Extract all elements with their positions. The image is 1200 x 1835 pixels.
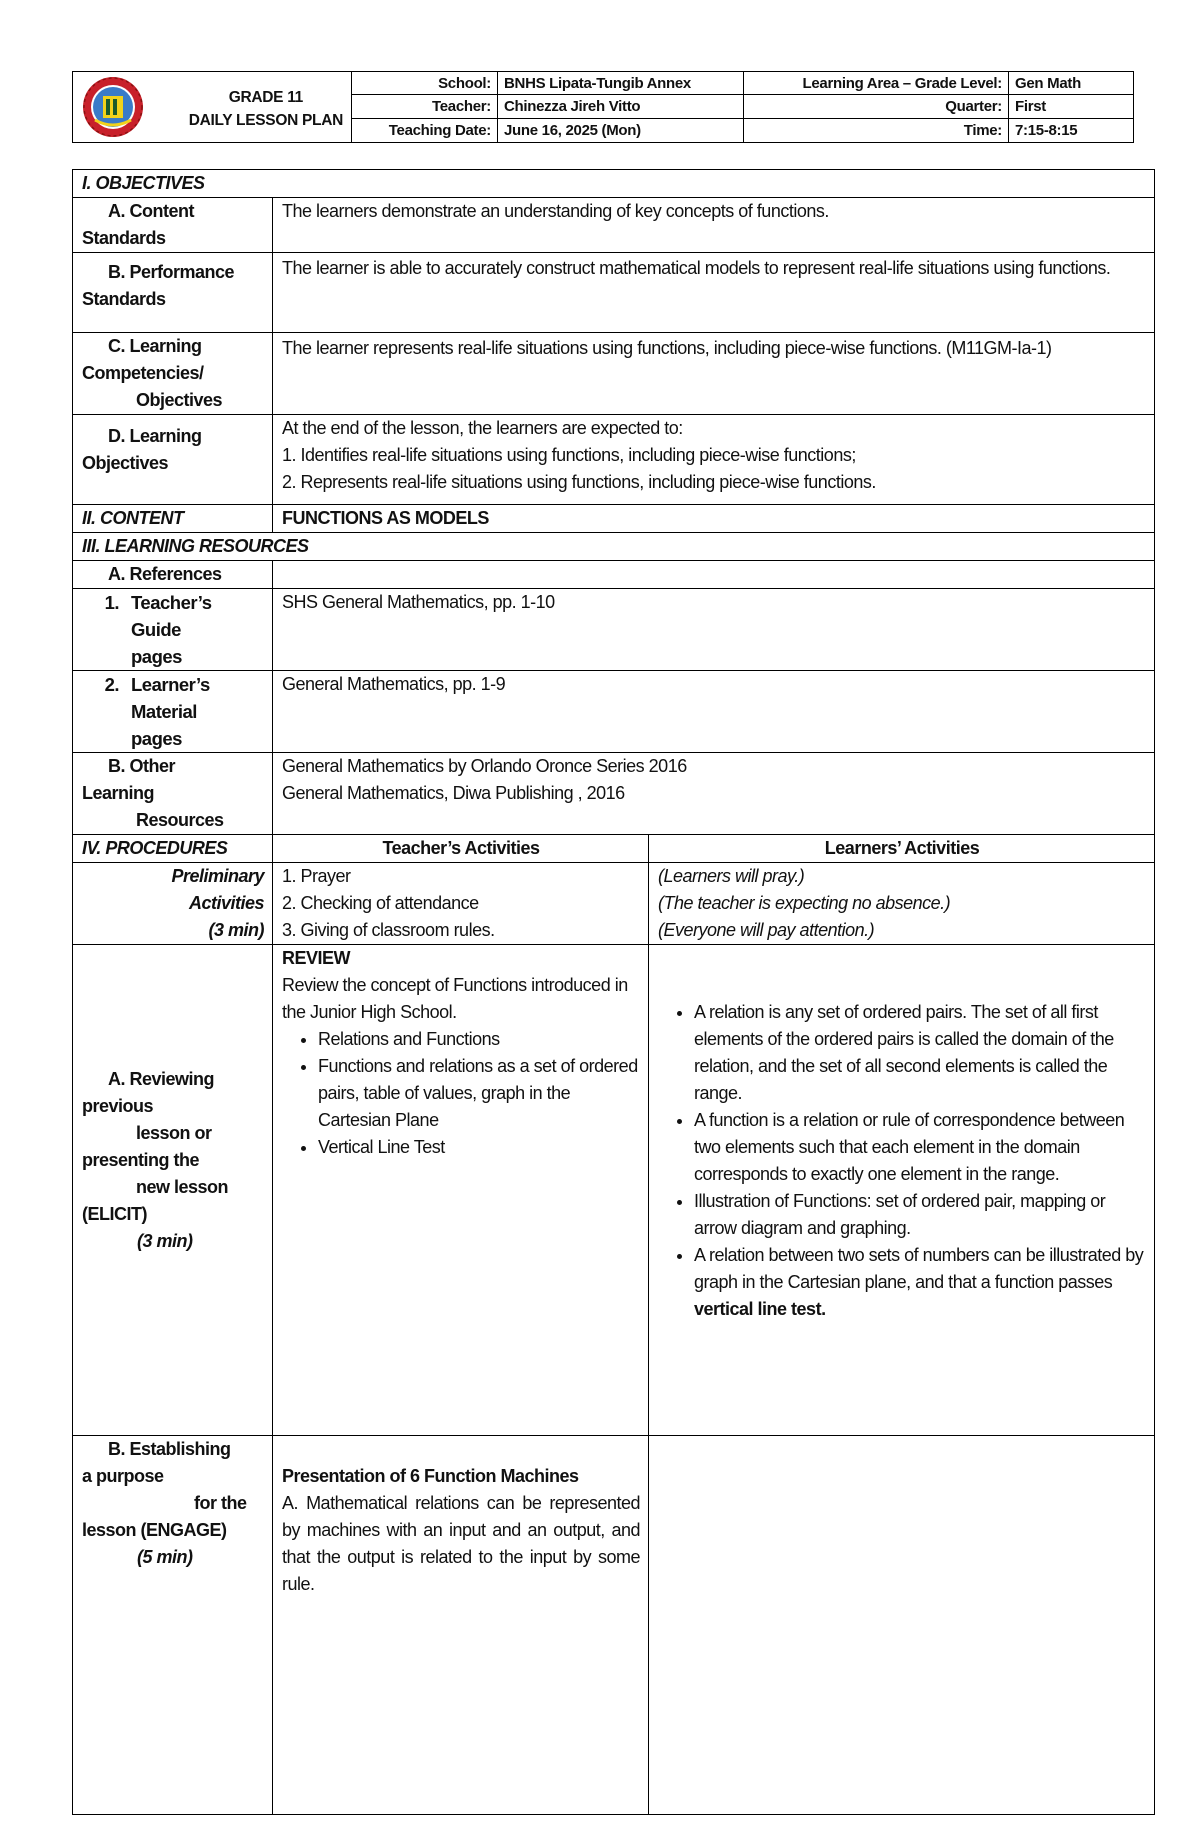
engage-row: [73, 1436, 1155, 1815]
review-learner-item: • A relation is any set of ordered pairs. The set of all first elements of the ordered pairs is called the domain of the relation, and the set of all second elements is called the range.: [694, 999, 1146, 1107]
preliminary-label-line2: Activities: [188, 893, 264, 913]
preliminary-teacher-item: 3. Giving of classroom rules.: [282, 920, 495, 940]
school-label: School:: [352, 72, 498, 95]
engage-text: A. Mathematical relations can be represented by machines with an input and an output, and that the output is related to the input by some rule.: [282, 1493, 640, 1594]
learners-material-label-line1: Learner’s: [131, 674, 210, 695]
grade-label: GRADE 11: [228, 89, 304, 106]
engage-learner-activities: [649, 1436, 1155, 1815]
review-label-line6: (ELICIT): [82, 1203, 147, 1224]
teachers-guide-label-line2: Guide: [131, 619, 181, 640]
competencies-label: [73, 333, 273, 415]
other-resource-item: General Mathematics, Diwa Publishing , 2016: [282, 783, 625, 803]
preliminary-teacher-item: 2. Checking of attendance: [282, 893, 479, 913]
references-empty-cell: [273, 561, 1155, 589]
performance-standards-label-line2: Standards: [82, 289, 166, 309]
teachers-guide-label-line3: pages: [131, 646, 182, 667]
preliminary-teacher-item: 1. Prayer: [282, 866, 351, 886]
performance-standards-label-line1: B. Performance: [108, 262, 235, 282]
learning-objectives-text: [273, 415, 1155, 505]
preliminary-learner-item: (Everyone will pay attention.): [658, 920, 875, 940]
preliminary-label-line3: (3 min): [208, 920, 264, 940]
preliminary-teacher-activities: [273, 863, 649, 945]
learners-material-text: General Mathematics, pp. 1-9: [273, 671, 1155, 753]
resources-heading: III. LEARNING RESOURCES: [73, 533, 1155, 561]
review-learner-item: [694, 1242, 1146, 1323]
learning-area-label: Learning Area – Grade Level:: [744, 72, 1009, 95]
content-standards-text: The learners demonstrate an understanding of key concepts of functions.: [273, 198, 1155, 253]
other-resources-label-line1: B. Other: [108, 756, 176, 776]
review-teacher-item: • Vertical Line Test: [318, 1134, 640, 1161]
teachers-guide-text: SHS General Mathematics, pp. 1-10: [273, 589, 1155, 671]
teacher-activities-header: Teacher’s Activities: [273, 835, 649, 863]
references-row: [73, 561, 1155, 589]
plan-type-label: DAILY LESSON PLAN: [188, 112, 343, 129]
learners-material-label-group: [73, 671, 264, 752]
teacher-value: Chinezza Jireh Vitto: [498, 95, 744, 118]
content-value: FUNCTIONS AS MODELS: [273, 505, 1155, 533]
learners-material-row: [73, 671, 1155, 753]
review-teacher-activities: [273, 945, 649, 1436]
preliminary-activities-label: [73, 863, 273, 945]
engage-label-line1: B. Establishing: [108, 1439, 231, 1459]
learners-material-label-text: [131, 671, 264, 752]
review-learner-item: • Illustration of Functions: set of ordered pair, mapping or arrow diagram and graphing.: [694, 1188, 1146, 1242]
review-label: [73, 945, 273, 1436]
teacher-label: Teacher:: [352, 95, 498, 118]
engage-label-line3: for the: [194, 1493, 247, 1513]
review-title: REVIEW: [282, 948, 351, 968]
other-resources-row: [73, 753, 1155, 835]
header-block: [72, 71, 1134, 143]
header-title-cell: [73, 72, 352, 142]
learning-objectives-intro: At the end of the lesson, the learners are expected to:: [282, 418, 683, 438]
teachers-guide-number: 1.: [104, 592, 119, 613]
procedures-heading-row: [73, 835, 1155, 863]
school-value: BNHS Lipata-Tungib Annex: [498, 72, 744, 95]
learners-material-number: 2.: [104, 674, 119, 695]
engage-label: [73, 1436, 273, 1815]
competencies-text: The learner represents real-life situations using functions, including piece-wise functions. (M11GM-Ia-1): [273, 333, 1155, 415]
learning-objectives-row: [73, 415, 1155, 505]
preliminary-learner-item: (The teacher is expecting no absence.): [658, 893, 951, 913]
other-resource-item: General Mathematics by Orlando Oronce Series 2016: [282, 756, 687, 776]
quarter-value: First: [1009, 95, 1133, 118]
learner-activities-header: Learners’ Activities: [649, 835, 1155, 863]
competencies-label-line3: Objectives: [136, 390, 223, 410]
review-text: Review the concept of Functions introduced in the Junior High School.: [282, 975, 628, 1022]
engage-label-line2: a purpose: [82, 1466, 164, 1486]
competencies-label-line2: Competencies/: [82, 363, 204, 383]
engage-title: Presentation of 6 Function Machines: [282, 1466, 579, 1486]
teachers-guide-row: [73, 589, 1155, 671]
other-resources-label-line2: Learning: [82, 783, 155, 803]
review-teacher-item: • Relations and Functions: [318, 1026, 640, 1053]
preliminary-label-line1: Preliminary: [171, 866, 264, 886]
header-info-grid: [352, 72, 1133, 142]
vertical-line-test-term: vertical line test.: [694, 1299, 826, 1319]
review-learner-item-text: A relation between two sets of numbers can be illustrated by graph in the Cartesian plane, and that a function passes: [694, 1245, 1144, 1292]
engage-spacer: [282, 1436, 640, 1463]
review-row: [73, 945, 1155, 1436]
school-seal-icon: [75, 74, 151, 140]
procedures-heading: IV. PROCEDURES: [73, 835, 273, 863]
teachers-guide-label-text: [131, 589, 264, 670]
content-heading: II. CONTENT: [73, 505, 273, 533]
learning-objectives-label-line2: Objectives: [82, 453, 169, 473]
review-teacher-item: • Functions and relations as a set of ordered pairs, table of values, graph in the Cartesian Plane: [318, 1053, 640, 1134]
performance-standards-text: The learner is able to accurately construct mathematical models to represent real-life situations using functions.: [273, 253, 1155, 333]
time-value: 7:15-8:15: [1015, 121, 1078, 139]
engage-teacher-activities: [273, 1436, 649, 1815]
resources-heading-row: [73, 533, 1155, 561]
other-resources-label: [73, 753, 273, 835]
learning-objectives-label: [73, 415, 273, 505]
objectives-heading: I. OBJECTIVES: [73, 170, 1155, 198]
time-label: Time:: [744, 119, 1009, 142]
learning-area-value: Gen Math: [1009, 72, 1133, 95]
review-label-line1: A. Reviewing: [108, 1068, 215, 1089]
content-row: [73, 505, 1155, 533]
preliminary-learner-item: (Learners will pray.): [658, 866, 805, 886]
performance-standards-label: [73, 253, 273, 333]
lesson-plan-table: [72, 169, 1155, 1815]
engage-label-line5: (5 min): [137, 1547, 193, 1567]
learning-objective-item: 1. Identifies real-life situations using functions, including piece-wise functions;: [282, 445, 856, 465]
review-label-line2: previous: [82, 1095, 154, 1116]
teachers-guide-label-group: [73, 589, 264, 670]
review-learner-spacer: [658, 945, 1146, 972]
references-label-text: A. References: [108, 564, 222, 584]
learners-material-label: [73, 671, 273, 753]
learning-objective-item: 2. Represents real-life situations using functions, including piece-wise functions.: [282, 472, 876, 492]
teaching-date-label: Teaching Date:: [352, 119, 498, 142]
objectives-heading-row: [73, 170, 1155, 198]
competencies-label-line1: C. Learning: [108, 336, 202, 356]
preliminary-activities-row: [73, 863, 1155, 945]
learners-material-label-line2: Material: [131, 701, 197, 722]
content-standards-row: [73, 198, 1155, 253]
performance-standards-row: [73, 253, 1155, 333]
review-learner-item: • A function is a relation or rule of correspondence between two elements such that each element in the domain corresponds to exactly one element in the range.: [694, 1107, 1146, 1188]
teachers-guide-label-line1: Teacher’s: [131, 592, 212, 613]
references-label: [73, 561, 273, 589]
content-standards-label: [73, 198, 273, 253]
other-resources-text: [273, 753, 1155, 835]
other-resources-label-line3: Resources: [136, 810, 224, 830]
quarter-label: Quarter:: [744, 95, 1009, 118]
learning-objectives-label-line1: D. Learning: [108, 426, 202, 446]
document-title: [189, 86, 343, 132]
learners-material-label-line3: pages: [131, 728, 182, 749]
competencies-row: [73, 333, 1155, 415]
preliminary-learner-activities: [649, 863, 1155, 945]
teachers-guide-label: [73, 589, 273, 671]
review-label-line4: presenting the: [82, 1149, 200, 1170]
content-standards-label-line1: A. Content: [108, 201, 194, 221]
review-learner-activities: [649, 945, 1155, 1436]
review-learner-spacer: [658, 972, 1146, 999]
review-learner-list: [658, 999, 1146, 1323]
review-label-line5: new lesson: [136, 1176, 229, 1197]
review-label-line7: (3 min): [137, 1230, 193, 1251]
review-label-line3: lesson or: [136, 1122, 212, 1143]
engage-label-line4: lesson (ENGAGE): [82, 1520, 227, 1540]
content-standards-label-line2: Standards: [82, 228, 166, 248]
teaching-date-value: June 16, 2025 (Mon): [498, 119, 744, 142]
review-teacher-list: [282, 1026, 640, 1161]
